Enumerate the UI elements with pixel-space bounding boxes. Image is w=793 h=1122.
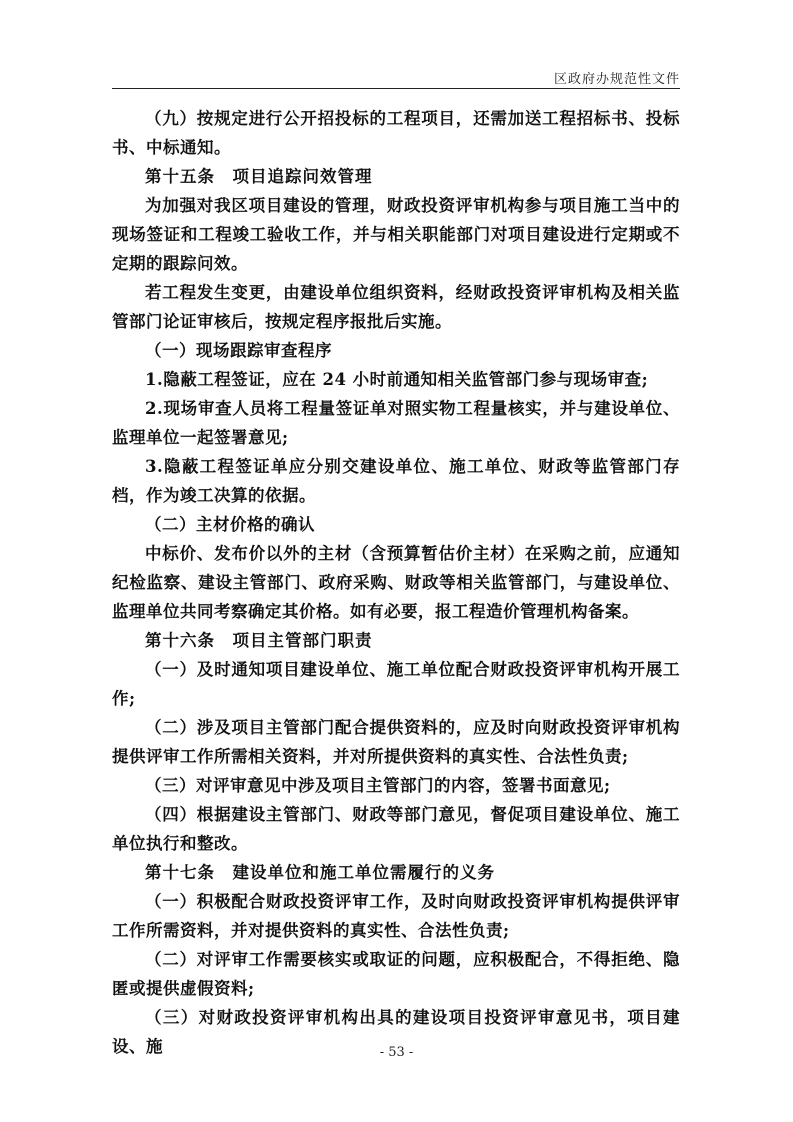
list-item: （二）对评审工作需要核实或取证的问题，应积极配合，不得拒绝、隐匿或提供虚假资料;: [112, 950, 680, 998]
list-item: 2.现场审查人员将工程量签证单对照实物工程量核实，并与建设单位、监理单位一起签署意见;: [112, 399, 680, 447]
list-item: （三）对评审意见中涉及项目主管部门的内容，签署书面意见;: [145, 776, 611, 795]
page-header: [112, 66, 680, 89]
subsection-heading: （一）现场跟踪审查程序: [145, 341, 332, 360]
list-item: 3.隐蔽工程签证单应分别交建设单位、施工单位、财政等监管部门存档，作为竣工决算的依据。: [112, 457, 680, 505]
article-17-heading: 第十七条 建设单位和施工单位需履行的义务: [145, 863, 495, 882]
subsection-heading: （二）主材价格的确认: [145, 515, 315, 534]
list-item: （四）根据建设主管部门、财政等部门意见，督促项目建设单位、施工单位执行和整改。: [112, 805, 680, 853]
page-number: - 53 -: [379, 1045, 414, 1060]
list-item: （三）对财政投资评审机构出具的建设项目投资评审意见书，项目建设、施: [112, 1008, 680, 1056]
paragraph: 为加强对我区项目建设的管理，财政投资评审机构参与项目施工当中的现场签证和工程竣工验收工作，并与相关职能部门对项目建设进行定期或不定期的跟踪问效。: [112, 196, 680, 273]
paragraph: 中标价、发布价以外的主材（含预算暂估价主材）在采购之前，应通知纪检监察、建设主管部门、政府采购、财政等相关监管部门，与建设单位、监理单位共同考察确定其价格。如有必要，报工程造价管理机构备案。: [112, 544, 680, 621]
list-item: （一）积极配合财政投资评审工作，及时向财政投资评审机构提供评审工作所需资料，并对提供资料的真实性、合法性负责;: [112, 892, 680, 940]
article-16-heading: 第十六条 项目主管部门职责: [145, 631, 373, 650]
paragraph-item-9: （九）按规定进行公开招投标的工程项目，还需加送工程招标书、投标书、中标通知。: [112, 109, 680, 157]
list-item: （一）及时通知项目建设单位、施工单位配合财政投资评审机构开展工作;: [112, 660, 680, 708]
header-title: 区政府办规范性文件: [553, 72, 680, 87]
article-15-heading: 第十五条 项目追踪问效管理: [145, 167, 373, 186]
list-item: （二）涉及项目主管部门配合提供资料的，应及时向财政投资评审机构提供评审工作所需相关资料，并对所提供资料的真实性、合法性负责;: [112, 718, 680, 766]
paragraph: 若工程发生变更，由建设单位组织资料，经财政投资评审机构及相关监管部门论证审核后，按规定程序报批后实施。: [112, 283, 680, 331]
list-item: 1.隐蔽工程签证，应在 24 小时前通知相关监管部门参与现场审查;: [145, 370, 649, 389]
document-body: [112, 104, 680, 1061]
